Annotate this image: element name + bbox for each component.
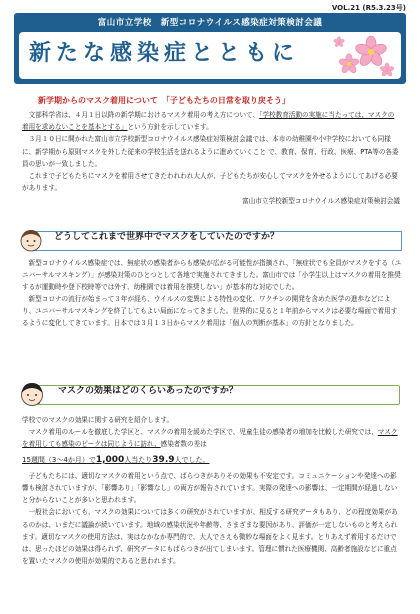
intro-signature: 富山市立学校新型コロナウイルス感染症対策検討会議 [242, 197, 400, 206]
newsletter-title: 新たな感染症とともに [29, 41, 300, 66]
section-paragraph [22, 506, 402, 567]
child-face-icon [18, 228, 44, 252]
intro-text: という方針を示しています。 [127, 123, 213, 132]
stat-difference: 39.9 [152, 454, 175, 465]
stat-population: 1,000 [95, 454, 125, 465]
section-heading-why-masks [18, 228, 402, 252]
newsletter-banner [14, 13, 406, 84]
intro-paragraph [22, 109, 400, 133]
issue-number: VOL.21 (R5.3.23号) [331, 4, 406, 12]
child-face-icon [18, 381, 46, 407]
section-text: 一般社会においても、マスクの効果については多くの研究がされていますが、相反する研究データもあり、どの程度効果があるのかは、いまだに議論が続いています。地域の感染状況や年齢等、さまざまな要因があり、評価が一定しないものと考えられます。適切なマスクの使用方法は、実はなかなか専門的で、大人でさえも微妙な場面をよく見ます。とりあえず着用するだけでは、思ったほどの効果は得られず、研究データにもばらつきが出てしまいます。管理に慣れた医療機関、高齢者施設などに重点を置いたマスクの使用が効果的であると思われます。 [22, 508, 398, 566]
stat-text: 人当たり [124, 455, 153, 464]
stat-period: 15週間（3～4か月）で [22, 455, 96, 464]
intro-text: 文部科学省は、４月１日以降の新学期におけるマスク着用の考え方について、 [28, 111, 260, 119]
section-paragraph [22, 414, 402, 426]
section-text: マスク着用のルールを徹底した学区と、マスクの着用を緩めた学区で、児童生徒の感染者の増加を比較した研究では、 [28, 428, 378, 437]
section-body-mask-effect [22, 414, 402, 567]
intro-body [22, 109, 400, 208]
section-paragraph [22, 257, 402, 293]
infection-difference-stat [22, 454, 402, 466]
intro-text: これまで子どもたちにマスクを着用させてきたわれわれ大人が、子どもたちが安心してマスクを外せるようにしてあげる必要があります。 [22, 172, 398, 193]
section-text: 感染者数の差は [160, 440, 207, 449]
cherry-blossom-icon [329, 30, 395, 80]
section-text: 新型コロナウイルス感染症では、無症状の感染者からも感染が広がる可能性が指摘され、「無症状でも全員がマスクをする（ユニバーサルマスキング）」が感染対策のひとつとして各地で実施されてきました。富山市では「小学生以上はマスクの着用を推奨するが運動時や登下校時等では外す、幼稚園では着用を推奨しない」が基本的な対応でした。 [22, 259, 402, 292]
intro-paragraph [22, 170, 400, 194]
section-underlined-text: マスクを着用しても感染のピークは同じように訪れ、 [22, 428, 398, 449]
section-text: 学校でのマスクの効果に関する研究を紹介します。 [22, 416, 174, 424]
stat-text: 人でした。 [174, 455, 210, 464]
section-paragraph [22, 470, 402, 507]
section-body-why-masks [22, 257, 402, 330]
section-title: マスクの効果はどのくらいあったのですか？ [58, 386, 238, 396]
section-text: 新型コロナの流行が始まって３年が経ち、ウイルスの変異による特性の変化、ワクチンの開発を含めた医学の進歩などにより、ユニバーサルマスキングを終了してもよい局面になってきました。世界的に見ると１年前からマスクは必要な場面で着用するように変化してきています。日本では３月１３日からマスク着用は「個人の判断が基本」の方針となりました。 [22, 295, 398, 328]
intro-paragraph [22, 133, 400, 170]
section-text: 子どもたちには、適切なマスクの着用という点で、ばらつきがありその効果も不安定です。コミュニケーションや発達への影響も検討されていますが、「影響あり」「影響なし」の両方が報告されています。実際の発達への影響は、一定期間が経過しないと分からないことが多いと思われます。 [22, 471, 398, 505]
intro-text: ３月１０日に開かれた富山市立学校新型コロナウイルス感染症対策検討会議では、本市の幼稚園や小中学校においても同様に、新学期から原則マスクを外した従来の学校生活を送れるように進めていくこと で、教育、保育、行政、医療、PTA等の各委員の思いが一致しました。 [22, 135, 399, 168]
banner-title-panel [19, 32, 401, 79]
intro-heading: 新学期からのマスク着用について 「子どもたちの日常を取り戻そう」 [38, 96, 290, 105]
banner-subtitle: 富山市立学校 新型コロナウイルス感染症対策検討会議 [97, 18, 323, 28]
section-title: どうしてこれまで世界中でマスクをしていたのですか？ [54, 232, 280, 242]
section-paragraph [22, 426, 402, 450]
section-heading-mask-effect [18, 381, 402, 407]
intro-underlined-text: 「学校教育活動の実施に当たっては、マスクの着用を求めないことを基本とする」 [22, 111, 395, 132]
section-paragraph [22, 293, 402, 329]
